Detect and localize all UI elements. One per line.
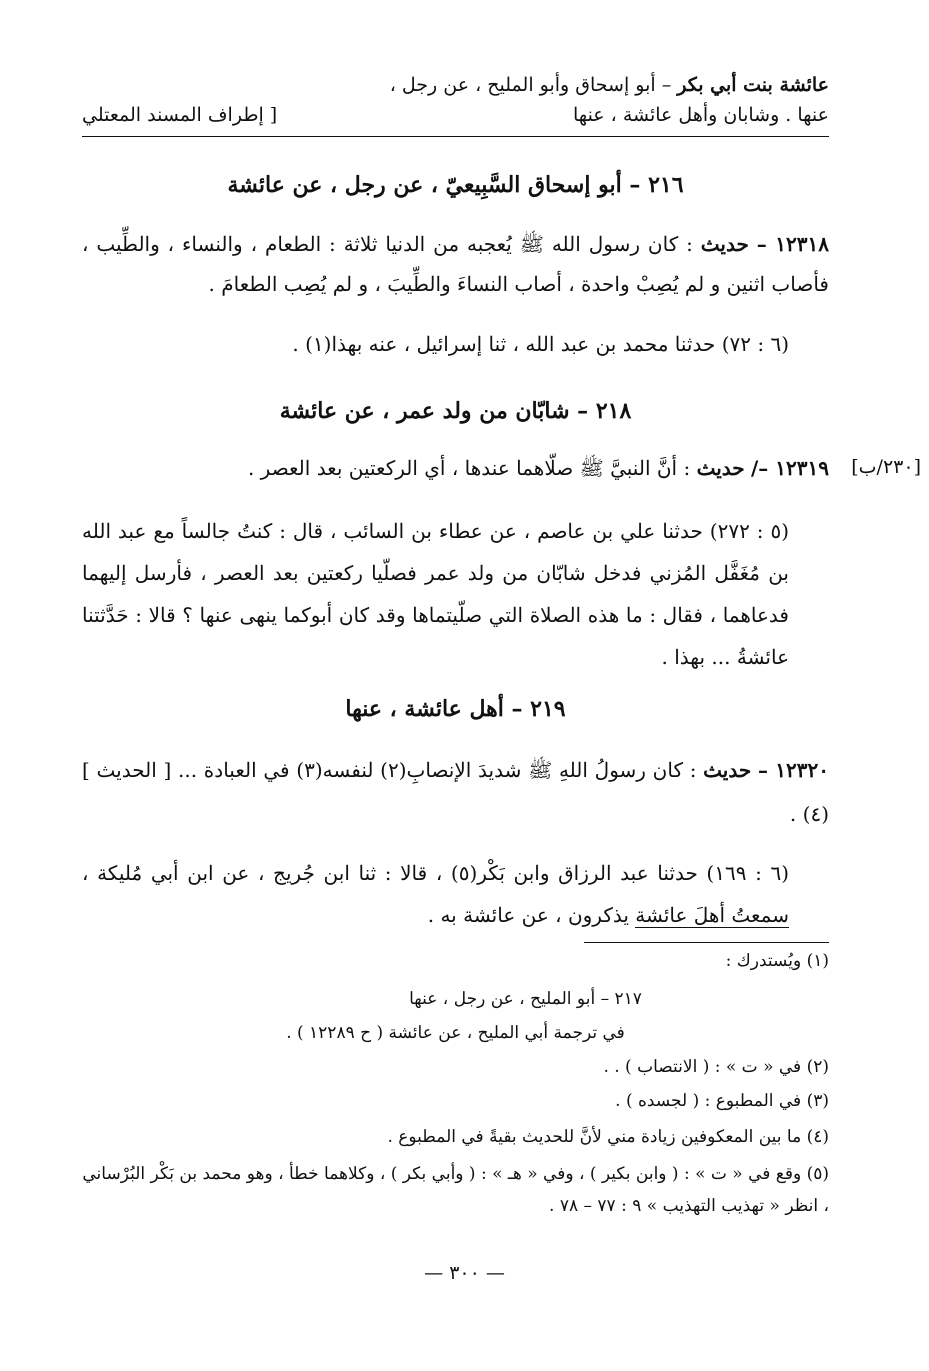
section-title-218: ٢١٨ – شابّان من ولد عمر ، عن عائشة: [279, 398, 632, 424]
isnad-12320: [82, 852, 829, 936]
hadith-label: حديث: [703, 758, 752, 782]
footnote-1-addition: ٢١٧ – أبو المليح ، عن رجل ، عنها: [409, 989, 642, 1009]
section-title-216: ٢١٦ – أبو إسحاق السَّبِيعيّ ، عن رجل ، عن عائشة: [227, 172, 684, 198]
isnad-12318: (٦ : ٧٢) حدثنا محمد بن عبد الله ، ثنا إسرائيل ، عنه بهذا(١) .: [292, 332, 789, 356]
isnad-text-end: يذكرون ، عن عائشة به .: [427, 903, 636, 927]
isnad-text: (٦ : ١٦٩) حدثنا عبد الرزاق وابن بَكْر(٥) ، قالا : ثنا ابن جُريج ، عن ابن أبي مُليكة ،: [82, 861, 789, 885]
footnote-1-reference: في ترجمة أبي المليح ، عن عائشة ( ح ١٢٢٨٩ ) .: [286, 1023, 625, 1043]
hadith-label: حديث: [696, 456, 745, 480]
header-line-2-right: عنها . وشابان وأهل عائشة ، عنها: [573, 104, 829, 126]
footnote-1: (١) ويُستدرك :: [725, 951, 829, 971]
isnad-12319: (٥ : ٢٧٢) حدثنا علي بن عاصم ، عن عطاء بن السائب ، قال : كنتُ جالساً مع عبد الله بن مُغَفَّل المُزني فدخل شابّان من ولد عمر فصلّيا ركعتين بعد العصر ، فأرسل إليهما فدعاهما ، فقال : ما هذه الصلاة التي صلّيتماها وقد كان أبوكما ينهى عنها ؟ قالا : حَدَّثتنا عائشةُ ... بهذا .: [82, 519, 790, 669]
hadith-12318: [82, 224, 829, 304]
hadith-number: ١٢٣١٨ –: [756, 232, 829, 256]
underlined-phrase: سمعتُ أهلَ عائشة: [635, 903, 789, 927]
header-book-title: [ إطراف المسند المعتلي: [82, 104, 278, 126]
margin-folio-note: [٢٣٠/ب]: [851, 456, 921, 478]
hadith-12320: [82, 748, 829, 836]
hadith-12319: [82, 448, 829, 488]
footnote-rule: [584, 942, 829, 943]
hadith-text: : كان رسولُ اللهِ ﷺ شديدَ الإنصابِ(٢) لنفسه(٣) في العبادة ... [ الحديث ](٤) .: [82, 758, 829, 826]
header-bold-title: عائشة بنت أبي بكر: [677, 74, 829, 96]
section-title-219: ٢١٩ – أهل عائشة ، عنها: [345, 696, 566, 722]
hadith-text: : أنَّ النبيَّ ﷺ صلّاهما عندها ، أي الركعتين بعد العصر .: [247, 456, 697, 480]
header-line-1-text: – أبو إسحاق وأبو المليح ، عن رجل ،: [389, 74, 678, 96]
footnote-2: (٢) في « ت » : ( الانتصاب ) . .: [603, 1057, 829, 1077]
header-line-2: [82, 100, 829, 130]
header-line-1: [82, 70, 829, 100]
footnote-3: (٣) في المطبوع : ( لجسده ) .: [615, 1091, 829, 1111]
hadith-label: حديث: [700, 232, 749, 256]
running-header: [82, 70, 829, 130]
page-number: — ٣٠٠ —: [424, 1262, 505, 1284]
hadith-number: ١٢٣٢٠ –: [757, 758, 829, 782]
hadith-text: : كان رسول الله ﷺ يُعجبه من الدنيا ثلاثة : الطعام ، والنساء ، والطِّيب ، فأصاب اثنين و لم يُصِبْ واحدة ، أصاب النساءَ والطِّيبَ ، و لم يُصِب الطعامَ .: [82, 232, 829, 296]
header-rule: [82, 136, 829, 137]
hadith-number: ١٢٣١٩ –/: [751, 456, 829, 480]
footnote-4: (٤) ما بين المعكوفين زيادة مني لأنَّ للحديث بقيةً في المطبوع .: [387, 1127, 829, 1147]
footnote-5: (٥) وقع في « ت » : ( وابن بكير ) ، وفي « هـ » : ( وأبي بكر ) ، وكلاهما خطأ ، وهو محمد بن بَكْر البُرْساني ، انظر « تهذيب التهذيب » ٩ : ٧٧ – ٧٨ .: [82, 1164, 829, 1216]
